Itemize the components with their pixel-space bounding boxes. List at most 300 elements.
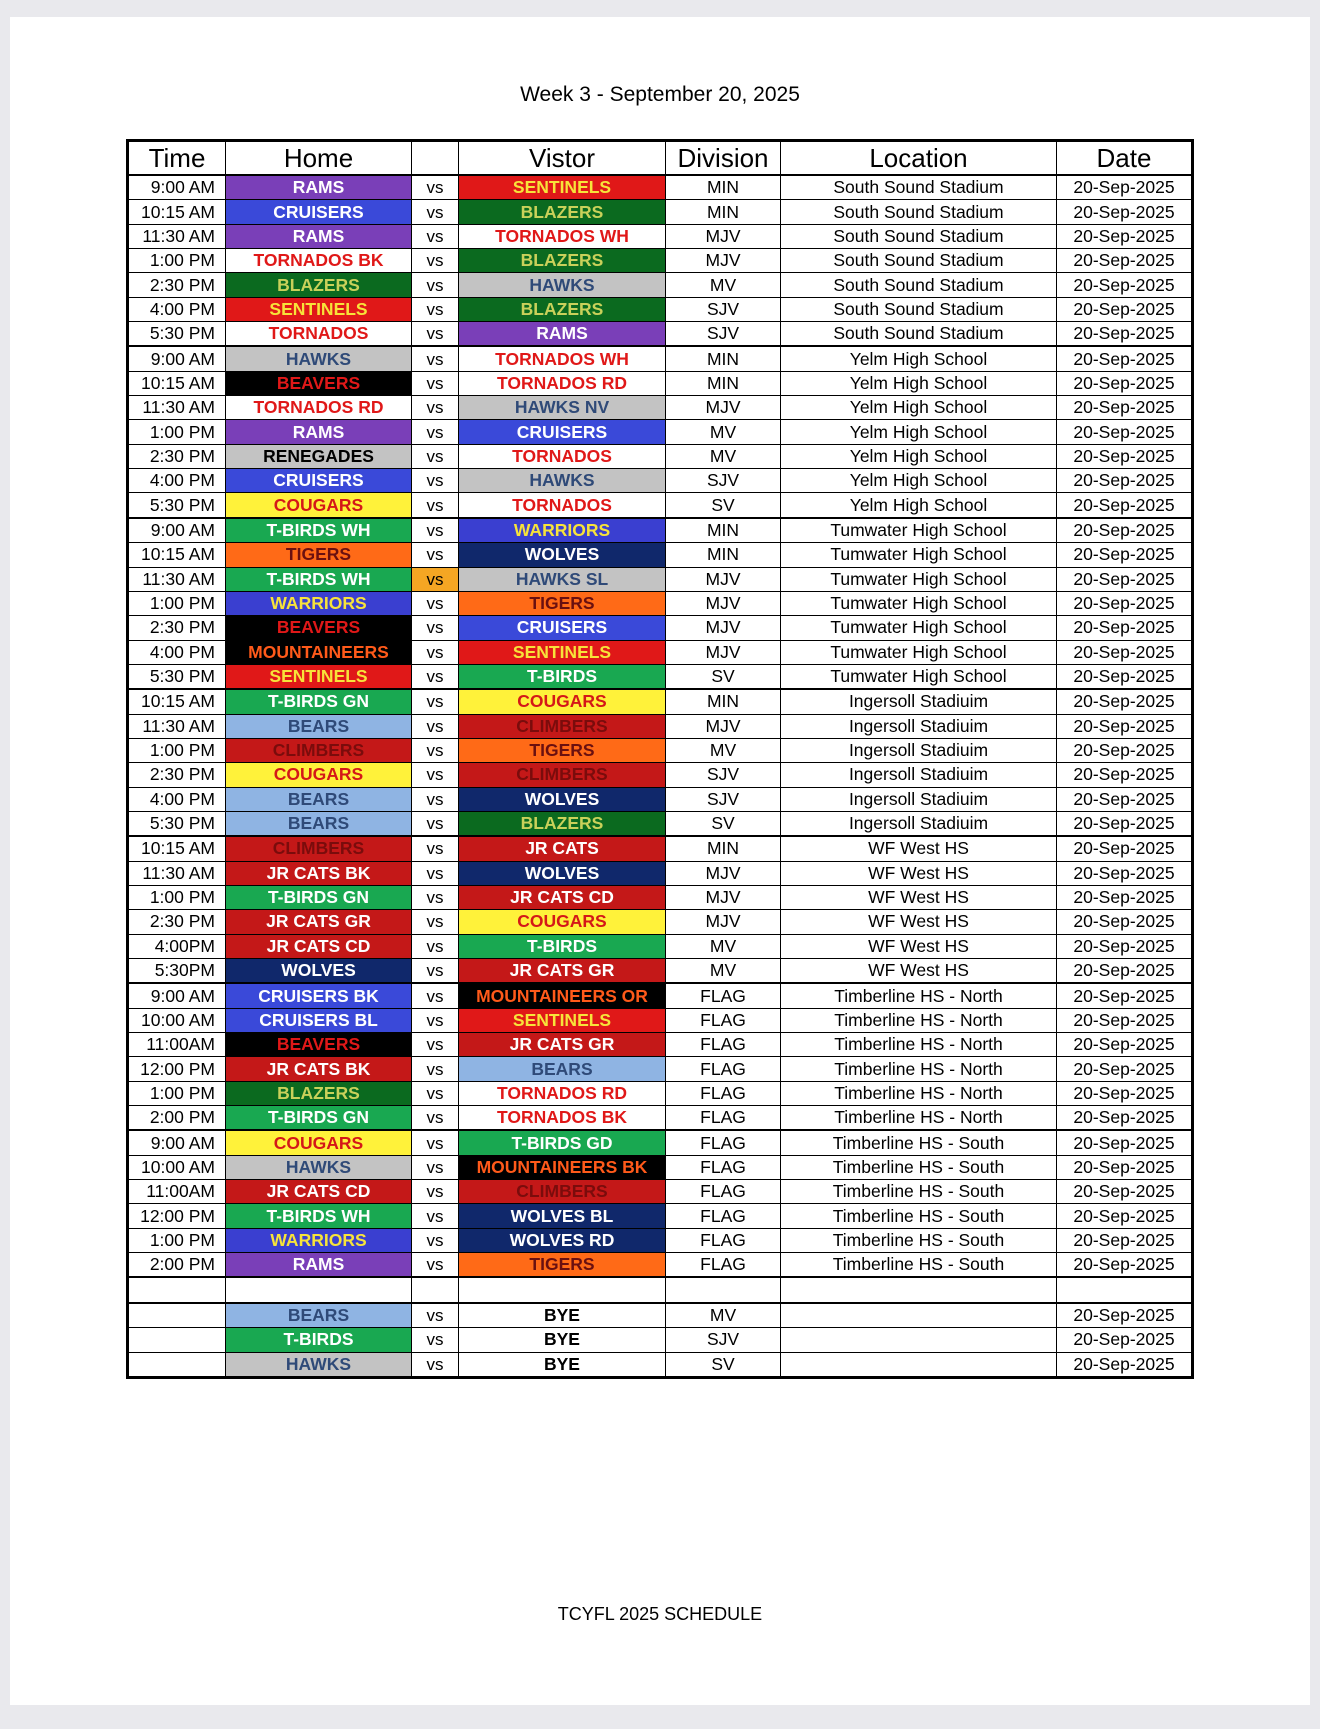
location-cell: Timberline HS - South xyxy=(781,1180,1057,1204)
visitor-team-cell: SENTINELS xyxy=(459,175,666,200)
vs-cell: vs xyxy=(412,175,459,200)
time-cell: 5:30 PM xyxy=(128,811,226,836)
date-cell: 20-Sep-2025 xyxy=(1057,346,1193,371)
time-cell: 4:00PM xyxy=(128,934,226,958)
date-cell: 20-Sep-2025 xyxy=(1057,1204,1193,1228)
visitor-team-cell: HAWKS xyxy=(459,273,666,297)
division-cell: MJV xyxy=(666,224,781,248)
visitor-team-cell: MOUNTAINEERS OR xyxy=(459,983,666,1008)
location-cell xyxy=(781,1328,1057,1352)
home-team-cell: BLAZERS xyxy=(226,1081,412,1105)
location-cell: Timberline HS - South xyxy=(781,1155,1057,1179)
visitor-team-cell: JR CATS GR xyxy=(459,959,666,984)
vs-cell: vs xyxy=(412,1155,459,1179)
table-row xyxy=(128,1303,1193,1328)
division-cell: FLAG xyxy=(666,1253,781,1278)
location-cell: South Sound Stadium xyxy=(781,175,1057,200)
date-cell: 20-Sep-2025 xyxy=(1057,763,1193,787)
table-row xyxy=(128,689,1193,714)
time-cell: 1:00 PM xyxy=(128,420,226,444)
location-cell: Yelm High School xyxy=(781,346,1057,371)
visitor-team-cell: RAMS xyxy=(459,322,666,347)
table-row xyxy=(128,811,1193,836)
division-cell: SJV xyxy=(666,1328,781,1352)
vs-cell: vs xyxy=(412,224,459,248)
header-time: Time xyxy=(128,141,226,176)
division-cell: FLAG xyxy=(666,1033,781,1057)
vs-cell: vs xyxy=(412,861,459,885)
time-cell: 2:00 PM xyxy=(128,1106,226,1131)
date-cell: 20-Sep-2025 xyxy=(1057,1303,1193,1328)
header-blank xyxy=(412,141,459,176)
time-cell: 11:30 AM xyxy=(128,567,226,591)
vs-cell: vs xyxy=(412,738,459,762)
home-team-cell: BEARS xyxy=(226,787,412,811)
table-row xyxy=(128,297,1193,321)
table-row xyxy=(128,224,1193,248)
location-cell: Timberline HS - North xyxy=(781,1057,1057,1081)
location-cell: WF West HS xyxy=(781,910,1057,934)
date-cell: 20-Sep-2025 xyxy=(1057,297,1193,321)
division-cell: MIN xyxy=(666,836,781,861)
table-row xyxy=(128,249,1193,273)
location-cell: Timberline HS - South xyxy=(781,1204,1057,1228)
date-cell: 20-Sep-2025 xyxy=(1057,1057,1193,1081)
division-cell: MJV xyxy=(666,714,781,738)
time-cell: 5:30 PM xyxy=(128,493,226,518)
location-cell: Timberline HS - North xyxy=(781,1081,1057,1105)
home-team-cell: RAMS xyxy=(226,1253,412,1278)
table-row xyxy=(128,664,1193,689)
division-cell: FLAG xyxy=(666,1228,781,1252)
division-cell: MJV xyxy=(666,616,781,640)
visitor-team-cell: BEARS xyxy=(459,1057,666,1081)
division-cell: MJV xyxy=(666,910,781,934)
location-cell: Tumwater High School xyxy=(781,664,1057,689)
time-cell: 1:00 PM xyxy=(128,738,226,762)
home-team-cell: T-BIRDS GN xyxy=(226,689,412,714)
visitor-team-cell: CLIMBERS xyxy=(459,1180,666,1204)
table-row xyxy=(128,543,1193,567)
division-cell: SV xyxy=(666,811,781,836)
date-cell: 20-Sep-2025 xyxy=(1057,640,1193,664)
table-row xyxy=(128,1204,1193,1228)
date-cell: 20-Sep-2025 xyxy=(1057,1033,1193,1057)
date-cell: 20-Sep-2025 xyxy=(1057,1180,1193,1204)
location-cell: South Sound Stadium xyxy=(781,273,1057,297)
table-row xyxy=(128,714,1193,738)
time-cell: 1:00 PM xyxy=(128,249,226,273)
visitor-team-cell: COUGARS xyxy=(459,910,666,934)
division-cell: FLAG xyxy=(666,1106,781,1131)
time-cell: 11:30 AM xyxy=(128,861,226,885)
time-cell: 2:30 PM xyxy=(128,763,226,787)
time-cell: 11:00AM xyxy=(128,1033,226,1057)
location-cell xyxy=(781,1277,1057,1302)
date-cell: 20-Sep-2025 xyxy=(1057,444,1193,468)
location-cell: Tumwater High School xyxy=(781,543,1057,567)
home-team-cell: WARRIORS xyxy=(226,1228,412,1252)
time-cell: 10:15 AM xyxy=(128,371,226,395)
division-cell: SV xyxy=(666,1352,781,1377)
date-cell: 20-Sep-2025 xyxy=(1057,1352,1193,1377)
visitor-team-cell: JR CATS CD xyxy=(459,885,666,909)
vs-cell: vs xyxy=(412,1106,459,1131)
visitor-team-cell: TORNADOS WH xyxy=(459,346,666,371)
time-cell: 10:15 AM xyxy=(128,543,226,567)
table-row xyxy=(128,1130,1193,1155)
division-cell: MV xyxy=(666,1303,781,1328)
table-row xyxy=(128,591,1193,615)
table-row xyxy=(128,469,1193,493)
visitor-team-cell xyxy=(459,1277,666,1302)
division-cell: MIN xyxy=(666,371,781,395)
table-row xyxy=(128,1253,1193,1278)
location-cell: Ingersoll Stadiuim xyxy=(781,787,1057,811)
home-team-cell: JR CATS BK xyxy=(226,861,412,885)
table-row xyxy=(128,371,1193,395)
home-team-cell: SENTINELS xyxy=(226,297,412,321)
table-row xyxy=(128,567,1193,591)
time-cell: 11:00AM xyxy=(128,1180,226,1204)
date-cell: 20-Sep-2025 xyxy=(1057,371,1193,395)
home-team-cell: RAMS xyxy=(226,224,412,248)
location-cell: Ingersoll Stadiuim xyxy=(781,811,1057,836)
date-cell: 20-Sep-2025 xyxy=(1057,1130,1193,1155)
vs-cell: vs xyxy=(412,518,459,543)
visitor-team-cell: WOLVES xyxy=(459,861,666,885)
visitor-team-cell: CRUISERS xyxy=(459,616,666,640)
home-team-cell: TORNADOS BK xyxy=(226,249,412,273)
vs-cell: vs xyxy=(412,444,459,468)
visitor-team-cell: WOLVES xyxy=(459,787,666,811)
time-cell: 1:00 PM xyxy=(128,1228,226,1252)
division-cell: FLAG xyxy=(666,1204,781,1228)
home-team-cell: JR CATS CD xyxy=(226,934,412,958)
date-cell: 20-Sep-2025 xyxy=(1057,1008,1193,1032)
time-cell: 10:00 AM xyxy=(128,1155,226,1179)
vs-cell: vs xyxy=(412,200,459,224)
vs-cell: vs xyxy=(412,1303,459,1328)
date-cell: 20-Sep-2025 xyxy=(1057,322,1193,347)
date-cell xyxy=(1057,1277,1193,1302)
division-cell: SJV xyxy=(666,322,781,347)
division-cell: MV xyxy=(666,420,781,444)
home-team-cell: COUGARS xyxy=(226,763,412,787)
visitor-team-cell: CRUISERS xyxy=(459,420,666,444)
visitor-team-cell: COUGARS xyxy=(459,689,666,714)
table-row xyxy=(128,273,1193,297)
division-cell: MIN xyxy=(666,175,781,200)
location-cell: Timberline HS - North xyxy=(781,1033,1057,1057)
vs-cell: vs xyxy=(412,543,459,567)
location-cell: Ingersoll Stadiuim xyxy=(781,738,1057,762)
table-row xyxy=(128,1008,1193,1032)
vs-cell xyxy=(412,1277,459,1302)
home-team-cell: RAMS xyxy=(226,175,412,200)
date-cell: 20-Sep-2025 xyxy=(1057,861,1193,885)
table-row xyxy=(128,861,1193,885)
time-cell: 1:00 PM xyxy=(128,591,226,615)
header-visitor: Vistor xyxy=(459,141,666,176)
location-cell: Timberline HS - North xyxy=(781,983,1057,1008)
location-cell: Yelm High School xyxy=(781,371,1057,395)
home-team-cell: JR CATS BK xyxy=(226,1057,412,1081)
time-cell: 11:30 AM xyxy=(128,396,226,420)
division-cell: FLAG xyxy=(666,983,781,1008)
home-team-cell: T-BIRDS xyxy=(226,1328,412,1352)
home-team-cell: SENTINELS xyxy=(226,664,412,689)
location-cell: South Sound Stadium xyxy=(781,297,1057,321)
table-row xyxy=(128,959,1193,984)
visitor-team-cell: BYE xyxy=(459,1303,666,1328)
visitor-team-cell: JR CATS xyxy=(459,836,666,861)
home-team-cell: CLIMBERS xyxy=(226,738,412,762)
time-cell: 2:30 PM xyxy=(128,273,226,297)
date-cell: 20-Sep-2025 xyxy=(1057,200,1193,224)
division-cell: MJV xyxy=(666,591,781,615)
location-cell: Yelm High School xyxy=(781,396,1057,420)
home-team-cell: BLAZERS xyxy=(226,273,412,297)
home-team-cell: CLIMBERS xyxy=(226,836,412,861)
location-cell: Yelm High School xyxy=(781,444,1057,468)
vs-cell: vs xyxy=(412,885,459,909)
home-team-cell: COUGARS xyxy=(226,1130,412,1155)
visitor-team-cell: BLAZERS xyxy=(459,249,666,273)
date-cell: 20-Sep-2025 xyxy=(1057,1253,1193,1278)
table-row xyxy=(128,1180,1193,1204)
location-cell: Timberline HS - South xyxy=(781,1130,1057,1155)
location-cell: Yelm High School xyxy=(781,493,1057,518)
table-row xyxy=(128,616,1193,640)
time-cell: 10:00 AM xyxy=(128,1008,226,1032)
location-cell: Ingersoll Stadiuim xyxy=(781,763,1057,787)
visitor-team-cell: WOLVES RD xyxy=(459,1228,666,1252)
visitor-team-cell: TORNADOS xyxy=(459,493,666,518)
visitor-team-cell: HAWKS xyxy=(459,469,666,493)
vs-cell: vs xyxy=(412,420,459,444)
table-row xyxy=(128,763,1193,787)
visitor-team-cell: TIGERS xyxy=(459,591,666,615)
date-cell: 20-Sep-2025 xyxy=(1057,616,1193,640)
location-cell: Ingersoll Stadiuim xyxy=(781,714,1057,738)
division-cell: SJV xyxy=(666,469,781,493)
date-cell: 20-Sep-2025 xyxy=(1057,1081,1193,1105)
date-cell: 20-Sep-2025 xyxy=(1057,224,1193,248)
division-cell: SV xyxy=(666,493,781,518)
division-cell: MJV xyxy=(666,861,781,885)
home-team-cell: MOUNTAINEERS xyxy=(226,640,412,664)
home-team-cell: CRUISERS xyxy=(226,200,412,224)
time-cell: 4:00 PM xyxy=(128,297,226,321)
division-cell: FLAG xyxy=(666,1180,781,1204)
date-cell: 20-Sep-2025 xyxy=(1057,910,1193,934)
home-team-cell: RENEGADES xyxy=(226,444,412,468)
visitor-team-cell: TORNADOS xyxy=(459,444,666,468)
home-team-cell: T-BIRDS WH xyxy=(226,1204,412,1228)
home-team-cell: COUGARS xyxy=(226,493,412,518)
time-cell: 2:30 PM xyxy=(128,910,226,934)
location-cell: WF West HS xyxy=(781,959,1057,984)
table-row xyxy=(128,346,1193,371)
division-cell: SJV xyxy=(666,787,781,811)
time-cell: 9:00 AM xyxy=(128,518,226,543)
location-cell: Ingersoll Stadiuim xyxy=(781,689,1057,714)
location-cell: Timberline HS - North xyxy=(781,1106,1057,1131)
home-team-cell: BEAVERS xyxy=(226,616,412,640)
time-cell: 5:30 PM xyxy=(128,664,226,689)
time-cell: 9:00 AM xyxy=(128,983,226,1008)
division-cell: FLAG xyxy=(666,1155,781,1179)
date-cell: 20-Sep-2025 xyxy=(1057,664,1193,689)
header-row xyxy=(128,141,1193,176)
division-cell: MIN xyxy=(666,518,781,543)
table-row xyxy=(128,518,1193,543)
visitor-team-cell: BYE xyxy=(459,1328,666,1352)
vs-cell: vs xyxy=(412,249,459,273)
visitor-team-cell: HAWKS NV xyxy=(459,396,666,420)
visitor-team-cell: WARRIORS xyxy=(459,518,666,543)
table-row xyxy=(128,1228,1193,1252)
division-cell: MIN xyxy=(666,543,781,567)
vs-cell: vs xyxy=(412,346,459,371)
location-cell: Tumwater High School xyxy=(781,567,1057,591)
visitor-team-cell: BYE xyxy=(459,1352,666,1377)
vs-cell: vs xyxy=(412,763,459,787)
date-cell: 20-Sep-2025 xyxy=(1057,934,1193,958)
vs-cell: vs xyxy=(412,1033,459,1057)
home-team-cell: TORNADOS RD xyxy=(226,396,412,420)
location-cell: Tumwater High School xyxy=(781,616,1057,640)
date-cell: 20-Sep-2025 xyxy=(1057,543,1193,567)
home-team-cell: BEARS xyxy=(226,1303,412,1328)
home-team-cell: JR CATS CD xyxy=(226,1180,412,1204)
date-cell: 20-Sep-2025 xyxy=(1057,689,1193,714)
vs-cell: vs xyxy=(412,1180,459,1204)
home-team-cell: HAWKS xyxy=(226,1155,412,1179)
table-row xyxy=(128,738,1193,762)
home-team-cell: RAMS xyxy=(226,420,412,444)
time-cell: 9:00 AM xyxy=(128,346,226,371)
vs-cell: vs xyxy=(412,1253,459,1278)
time-cell: 5:30PM xyxy=(128,959,226,984)
home-team-cell: TORNADOS xyxy=(226,322,412,347)
date-cell: 20-Sep-2025 xyxy=(1057,983,1193,1008)
date-cell: 20-Sep-2025 xyxy=(1057,591,1193,615)
date-cell: 20-Sep-2025 xyxy=(1057,249,1193,273)
home-team-cell: HAWKS xyxy=(226,346,412,371)
table-row xyxy=(128,836,1193,861)
vs-cell: vs xyxy=(412,1328,459,1352)
division-cell: SJV xyxy=(666,297,781,321)
date-cell: 20-Sep-2025 xyxy=(1057,1155,1193,1179)
vs-cell: vs xyxy=(412,787,459,811)
division-cell: FLAG xyxy=(666,1130,781,1155)
table-row xyxy=(128,1277,1193,1302)
table-row xyxy=(128,787,1193,811)
vs-cell: vs xyxy=(412,322,459,347)
time-cell: 10:15 AM xyxy=(128,836,226,861)
time-cell: 11:30 AM xyxy=(128,224,226,248)
header-date: Date xyxy=(1057,141,1193,176)
table-row xyxy=(128,1057,1193,1081)
visitor-team-cell: T-BIRDS GD xyxy=(459,1130,666,1155)
vs-cell: vs xyxy=(412,1228,459,1252)
date-cell: 20-Sep-2025 xyxy=(1057,885,1193,909)
table-row xyxy=(128,1033,1193,1057)
header-location: Location xyxy=(781,141,1057,176)
visitor-team-cell: CLIMBERS xyxy=(459,763,666,787)
time-cell: 9:00 AM xyxy=(128,1130,226,1155)
table-row xyxy=(128,1081,1193,1105)
visitor-team-cell: HAWKS SL xyxy=(459,567,666,591)
time-cell: 2:30 PM xyxy=(128,616,226,640)
date-cell: 20-Sep-2025 xyxy=(1057,469,1193,493)
schedule-table xyxy=(126,139,1194,1379)
division-cell: MJV xyxy=(666,640,781,664)
vs-cell: vs xyxy=(412,1008,459,1032)
home-team-cell: CRUISERS BK xyxy=(226,983,412,1008)
vs-cell: vs xyxy=(412,616,459,640)
time-cell: 4:00 PM xyxy=(128,640,226,664)
home-team-cell: T-BIRDS WH xyxy=(226,567,412,591)
location-cell: WF West HS xyxy=(781,861,1057,885)
table-row xyxy=(128,1352,1193,1377)
time-cell: 2:30 PM xyxy=(128,444,226,468)
table-row xyxy=(128,934,1193,958)
visitor-team-cell: TIGERS xyxy=(459,1253,666,1278)
location-cell: Yelm High School xyxy=(781,469,1057,493)
page-footer: TCYFL 2025 SCHEDULE xyxy=(557,1604,763,1624)
visitor-team-cell: TORNADOS RD xyxy=(459,371,666,395)
table-row xyxy=(128,983,1193,1008)
vs-cell: vs xyxy=(412,714,459,738)
vs-cell: vs xyxy=(412,273,459,297)
vs-cell: vs xyxy=(412,983,459,1008)
home-team-cell: CRUISERS BL xyxy=(226,1008,412,1032)
visitor-team-cell: T-BIRDS xyxy=(459,664,666,689)
vs-cell: vs xyxy=(412,297,459,321)
vs-cell: vs xyxy=(412,811,459,836)
home-team-cell: WOLVES xyxy=(226,959,412,984)
vs-cell: vs xyxy=(412,1204,459,1228)
location-cell: South Sound Stadium xyxy=(781,322,1057,347)
time-cell xyxy=(128,1328,226,1352)
home-team-cell: BEAVERS xyxy=(226,1033,412,1057)
visitor-team-cell: WOLVES xyxy=(459,543,666,567)
vs-cell: vs xyxy=(412,469,459,493)
location-cell: South Sound Stadium xyxy=(781,249,1057,273)
division-cell: MV xyxy=(666,934,781,958)
date-cell: 20-Sep-2025 xyxy=(1057,396,1193,420)
home-team-cell: T-BIRDS GN xyxy=(226,885,412,909)
vs-cell: vs xyxy=(412,1130,459,1155)
visitor-team-cell: TORNADOS RD xyxy=(459,1081,666,1105)
visitor-team-cell: SENTINELS xyxy=(459,1008,666,1032)
visitor-team-cell: BLAZERS xyxy=(459,297,666,321)
schedule-body xyxy=(128,175,1193,1377)
location-cell: Tumwater High School xyxy=(781,591,1057,615)
division-cell: FLAG xyxy=(666,1081,781,1105)
division-cell: MV xyxy=(666,444,781,468)
date-cell: 20-Sep-2025 xyxy=(1057,836,1193,861)
location-cell: South Sound Stadium xyxy=(781,200,1057,224)
location-cell: WF West HS xyxy=(781,934,1057,958)
table-row xyxy=(128,444,1193,468)
time-cell: 11:30 AM xyxy=(128,714,226,738)
date-cell: 20-Sep-2025 xyxy=(1057,811,1193,836)
table-row xyxy=(128,322,1193,347)
